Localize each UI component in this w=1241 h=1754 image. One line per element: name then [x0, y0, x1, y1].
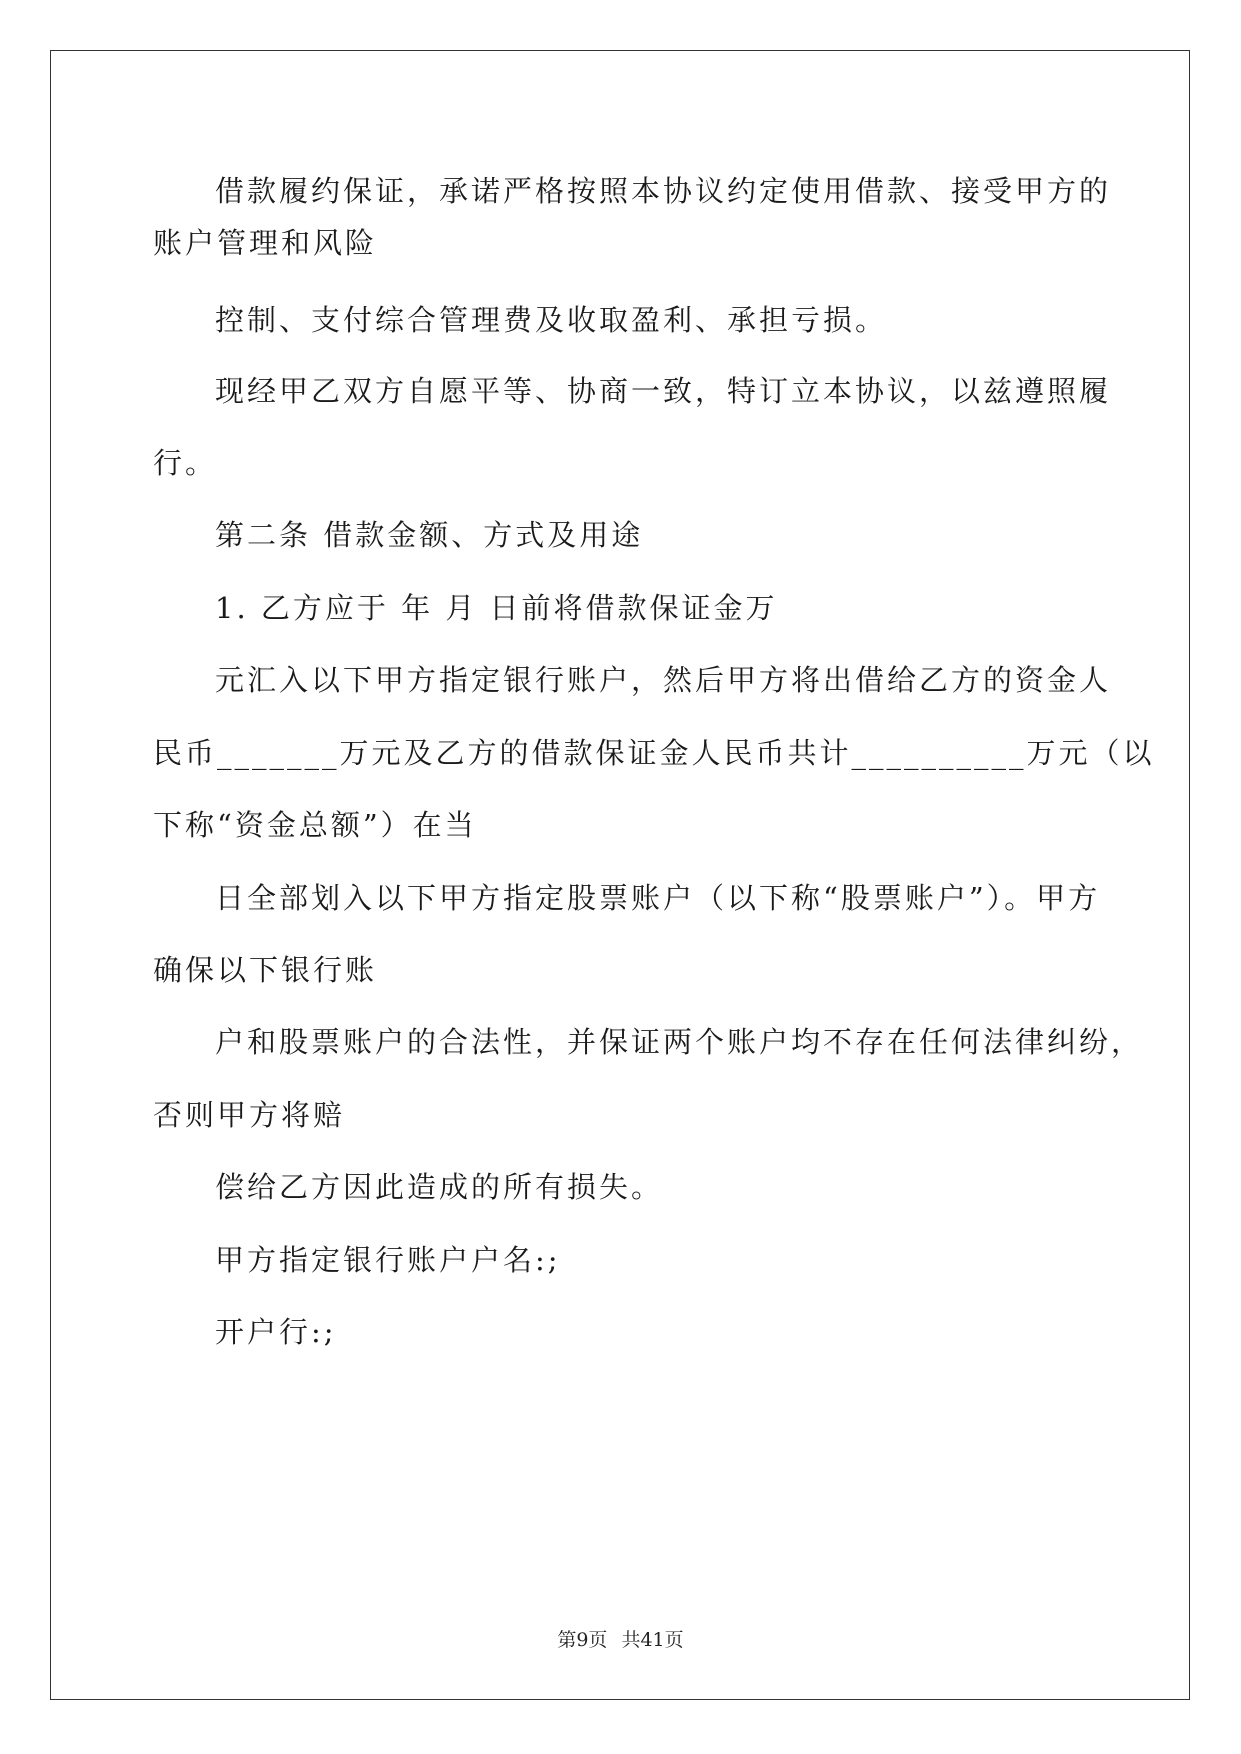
body-line: 偿给乙方因此造成的所有损失。	[215, 1170, 664, 1204]
body-line: 确保以下银行账	[153, 953, 378, 987]
total-pages: 共41页	[621, 1629, 684, 1651]
body-line: 日全部划入以下甲方指定股票账户（以下称“股票账户”）。甲方	[215, 881, 1101, 915]
body-line: 行。	[153, 446, 218, 480]
page-number: 第9页	[557, 1629, 608, 1651]
body-line: 否则甲方将赔	[153, 1098, 346, 1132]
body-line: 甲方指定银行账户户名:;	[215, 1243, 561, 1277]
section-heading: 第二条 借款金额、方式及用途	[215, 518, 644, 552]
body-line: 民币_______万元及乙方的借款保证金人民币共计__________万元（以	[153, 736, 1155, 770]
body-line: 账户管理和风险	[153, 226, 378, 260]
body-line: 下称“资金总额”）在当	[153, 808, 477, 842]
body-line: 元汇入以下甲方指定银行账户，然后甲方将出借给乙方的资金人	[215, 663, 1112, 697]
body-line: 1. 乙方应于 年 月 日前将借款保证金万	[215, 591, 778, 625]
body-line: 开户行:;	[215, 1315, 337, 1349]
page-footer	[0, 1628, 1241, 1652]
body-line: 户和股票账户的合法性，并保证两个账户均不存在任何法律纠纷，	[215, 1025, 1144, 1059]
body-line: 借款履约保证，承诺严格按照本协议约定使用借款、接受甲方的	[215, 174, 1112, 208]
body-line: 控制、支付综合管理费及收取盈利、承担亏损。	[215, 303, 888, 337]
page-border	[50, 50, 1190, 1700]
body-line: 现经甲乙双方自愿平等、协商一致，特订立本协议，以兹遵照履	[215, 374, 1112, 408]
